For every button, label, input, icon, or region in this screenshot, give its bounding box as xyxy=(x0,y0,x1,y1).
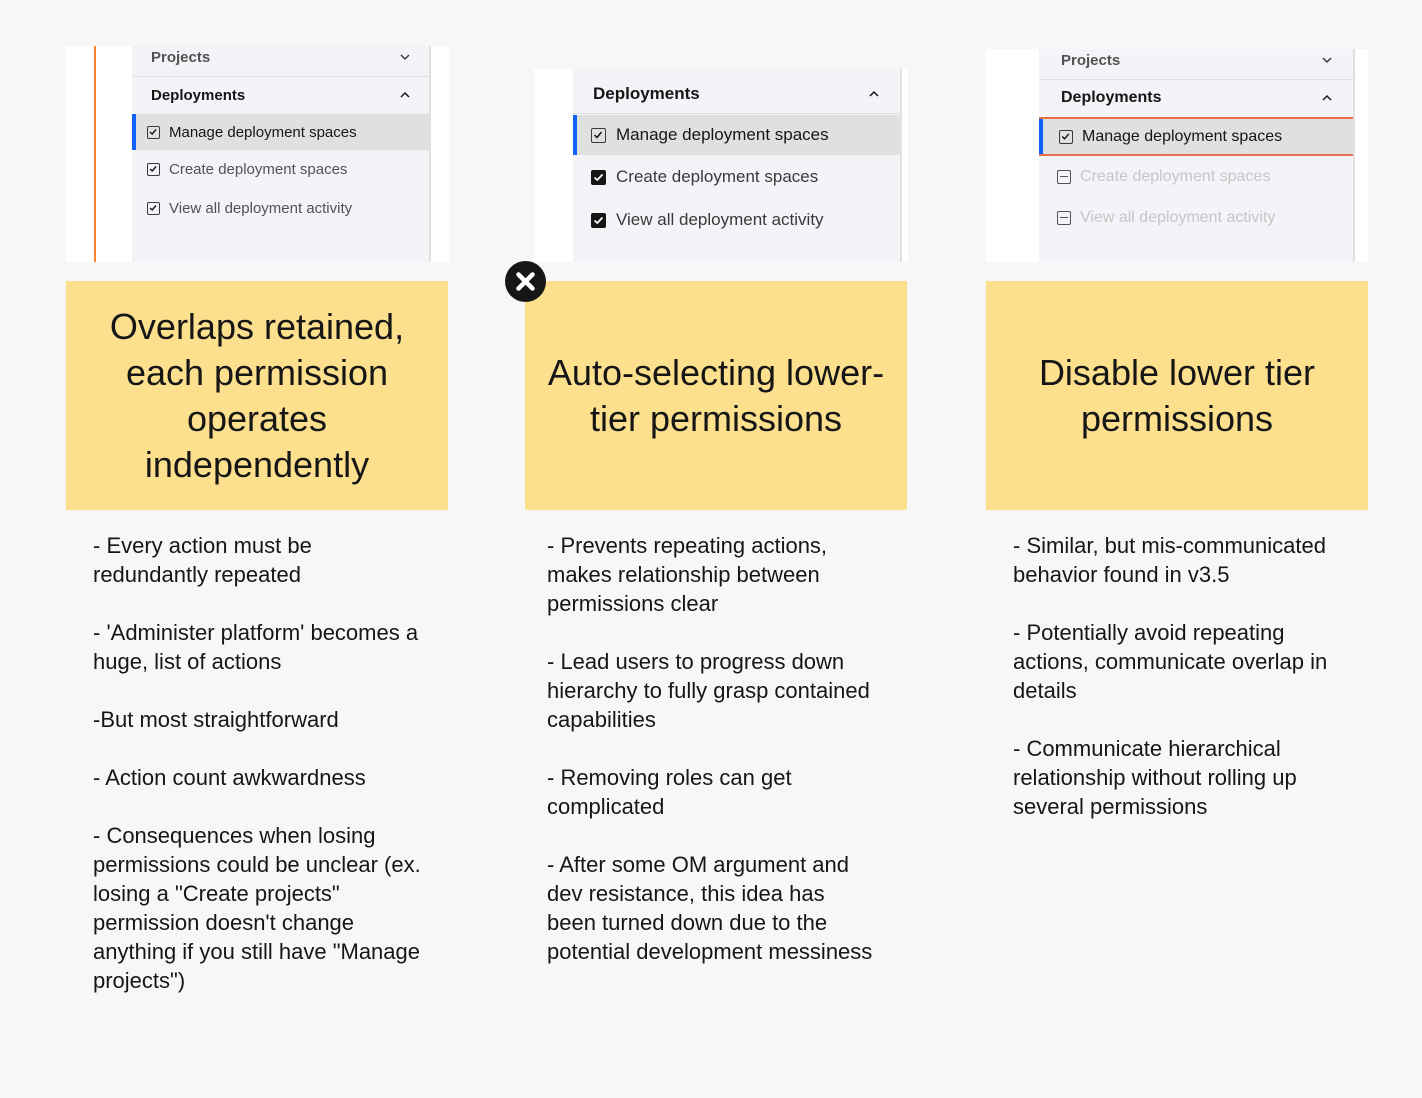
sticky-note-title xyxy=(66,281,448,510)
divider xyxy=(1039,79,1355,80)
permission-item-view[interactable] xyxy=(573,200,902,240)
title-line: permissions xyxy=(1080,397,1274,439)
checkbox-checked-icon[interactable] xyxy=(591,170,606,185)
permission-item-manage[interactable] xyxy=(573,115,902,155)
title-line: Overlaps retained, xyxy=(109,305,405,347)
note: - Consequences when losing permissions could be unclear (ex. losing a "Create projects" permission doesn't change anything if you still have "Manage projects") xyxy=(93,823,421,993)
chevron-up-icon xyxy=(399,89,411,101)
deployments-label: Deployments xyxy=(593,84,700,103)
permission-label: Manage deployment spaces xyxy=(1082,127,1283,145)
permission-panel xyxy=(66,46,449,262)
permission-panel xyxy=(534,69,908,262)
note: - Removing roles can get complicated xyxy=(547,765,792,819)
permission-nav xyxy=(573,69,902,262)
chevron-down-icon xyxy=(399,51,411,63)
nav-right-rule xyxy=(429,46,431,262)
note: - After some OM argument and dev resistance, this idea has been turned down due to the potential development messiness xyxy=(547,852,873,964)
permission-panel xyxy=(986,49,1368,262)
permission-label: Create deployment spaces xyxy=(616,167,819,186)
checkbox-icon[interactable] xyxy=(1059,130,1073,144)
permission-nav xyxy=(1039,49,1355,262)
note: - Every action must be redundantly repeated xyxy=(93,533,312,587)
chevron-up-icon xyxy=(868,88,880,100)
note: - Action count awkwardness xyxy=(93,765,366,790)
title-line: operates xyxy=(186,397,328,439)
permission-item-view xyxy=(1039,199,1355,237)
permission-label: View all deployment activity xyxy=(1080,209,1276,226)
nav-right-rule xyxy=(900,69,902,262)
deployments-header[interactable] xyxy=(573,77,902,111)
notes-list xyxy=(547,531,877,995)
permission-item-manage[interactable] xyxy=(1039,117,1355,156)
divider xyxy=(573,113,902,114)
permission-label: Manage deployment spaces xyxy=(616,125,829,144)
checkbox-icon[interactable] xyxy=(147,126,160,139)
title-line: each permission xyxy=(125,351,389,393)
deployments-header[interactable] xyxy=(1039,84,1355,112)
permission-item-manage[interactable] xyxy=(132,114,431,150)
checkbox-icon[interactable] xyxy=(147,163,160,176)
checkbox-checked-icon[interactable] xyxy=(591,213,606,228)
nav-left-rule xyxy=(94,46,96,262)
notes-list xyxy=(93,531,423,1024)
sticky-note-title xyxy=(525,281,907,510)
note: - Prevents repeating actions, makes relationship between permissions clear xyxy=(547,533,828,616)
projects-header[interactable] xyxy=(1039,49,1355,71)
permission-label: View all deployment activity xyxy=(169,199,353,217)
deployments-label: Deployments xyxy=(151,86,246,104)
title-line: Auto-selecting lower- xyxy=(547,351,885,393)
notes-list xyxy=(1013,531,1343,850)
checkbox-icon[interactable] xyxy=(591,128,606,143)
deployments-label: Deployments xyxy=(1061,89,1162,106)
projects-header[interactable] xyxy=(132,46,431,68)
title-line: independently xyxy=(144,443,370,485)
active-indicator xyxy=(1039,119,1043,154)
nav-right-rule xyxy=(1353,49,1355,262)
permission-label: View all deployment activity xyxy=(616,210,824,229)
divider xyxy=(132,76,431,77)
deployments-header[interactable] xyxy=(132,81,431,109)
active-indicator xyxy=(573,115,577,155)
x-circle-icon xyxy=(505,261,546,302)
projects-label: Projects xyxy=(1061,51,1121,69)
sticky-note-title xyxy=(986,281,1368,510)
note: - Communicate hierarchical relationship without rolling up several permissions xyxy=(1013,736,1297,819)
checkbox-icon[interactable] xyxy=(147,202,160,215)
note: - Lead users to progress down hierarchy to fully grasp contained capabilities xyxy=(547,649,870,732)
projects-label: Projects xyxy=(151,48,211,66)
permission-item-view[interactable] xyxy=(132,190,431,226)
chevron-up-icon xyxy=(1321,92,1333,104)
permission-item-create[interactable] xyxy=(573,157,902,197)
permission-label: Create deployment spaces xyxy=(169,160,348,178)
chevron-down-icon xyxy=(1321,54,1333,66)
permission-label: Manage deployment spaces xyxy=(169,123,357,141)
permission-nav xyxy=(132,46,431,262)
checkbox-indeterminate-icon xyxy=(1057,170,1071,184)
title-line: Disable lower tier xyxy=(1038,351,1316,393)
note: - Potentially avoid repeating actions, communicate overlap in details xyxy=(1013,620,1328,703)
note: - Similar, but mis-communicated behavior found in v3.5 xyxy=(1013,533,1326,587)
title-line: tier permissions xyxy=(589,397,843,439)
note: - 'Administer platform' becomes a huge, list of actions xyxy=(93,620,419,674)
permission-item-create xyxy=(1039,158,1355,196)
permission-label: Create deployment spaces xyxy=(1080,168,1271,185)
note: -But most straightforward xyxy=(93,707,339,732)
checkbox-indeterminate-icon xyxy=(1057,211,1071,225)
active-indicator xyxy=(132,114,136,150)
permission-item-create[interactable] xyxy=(132,151,431,187)
